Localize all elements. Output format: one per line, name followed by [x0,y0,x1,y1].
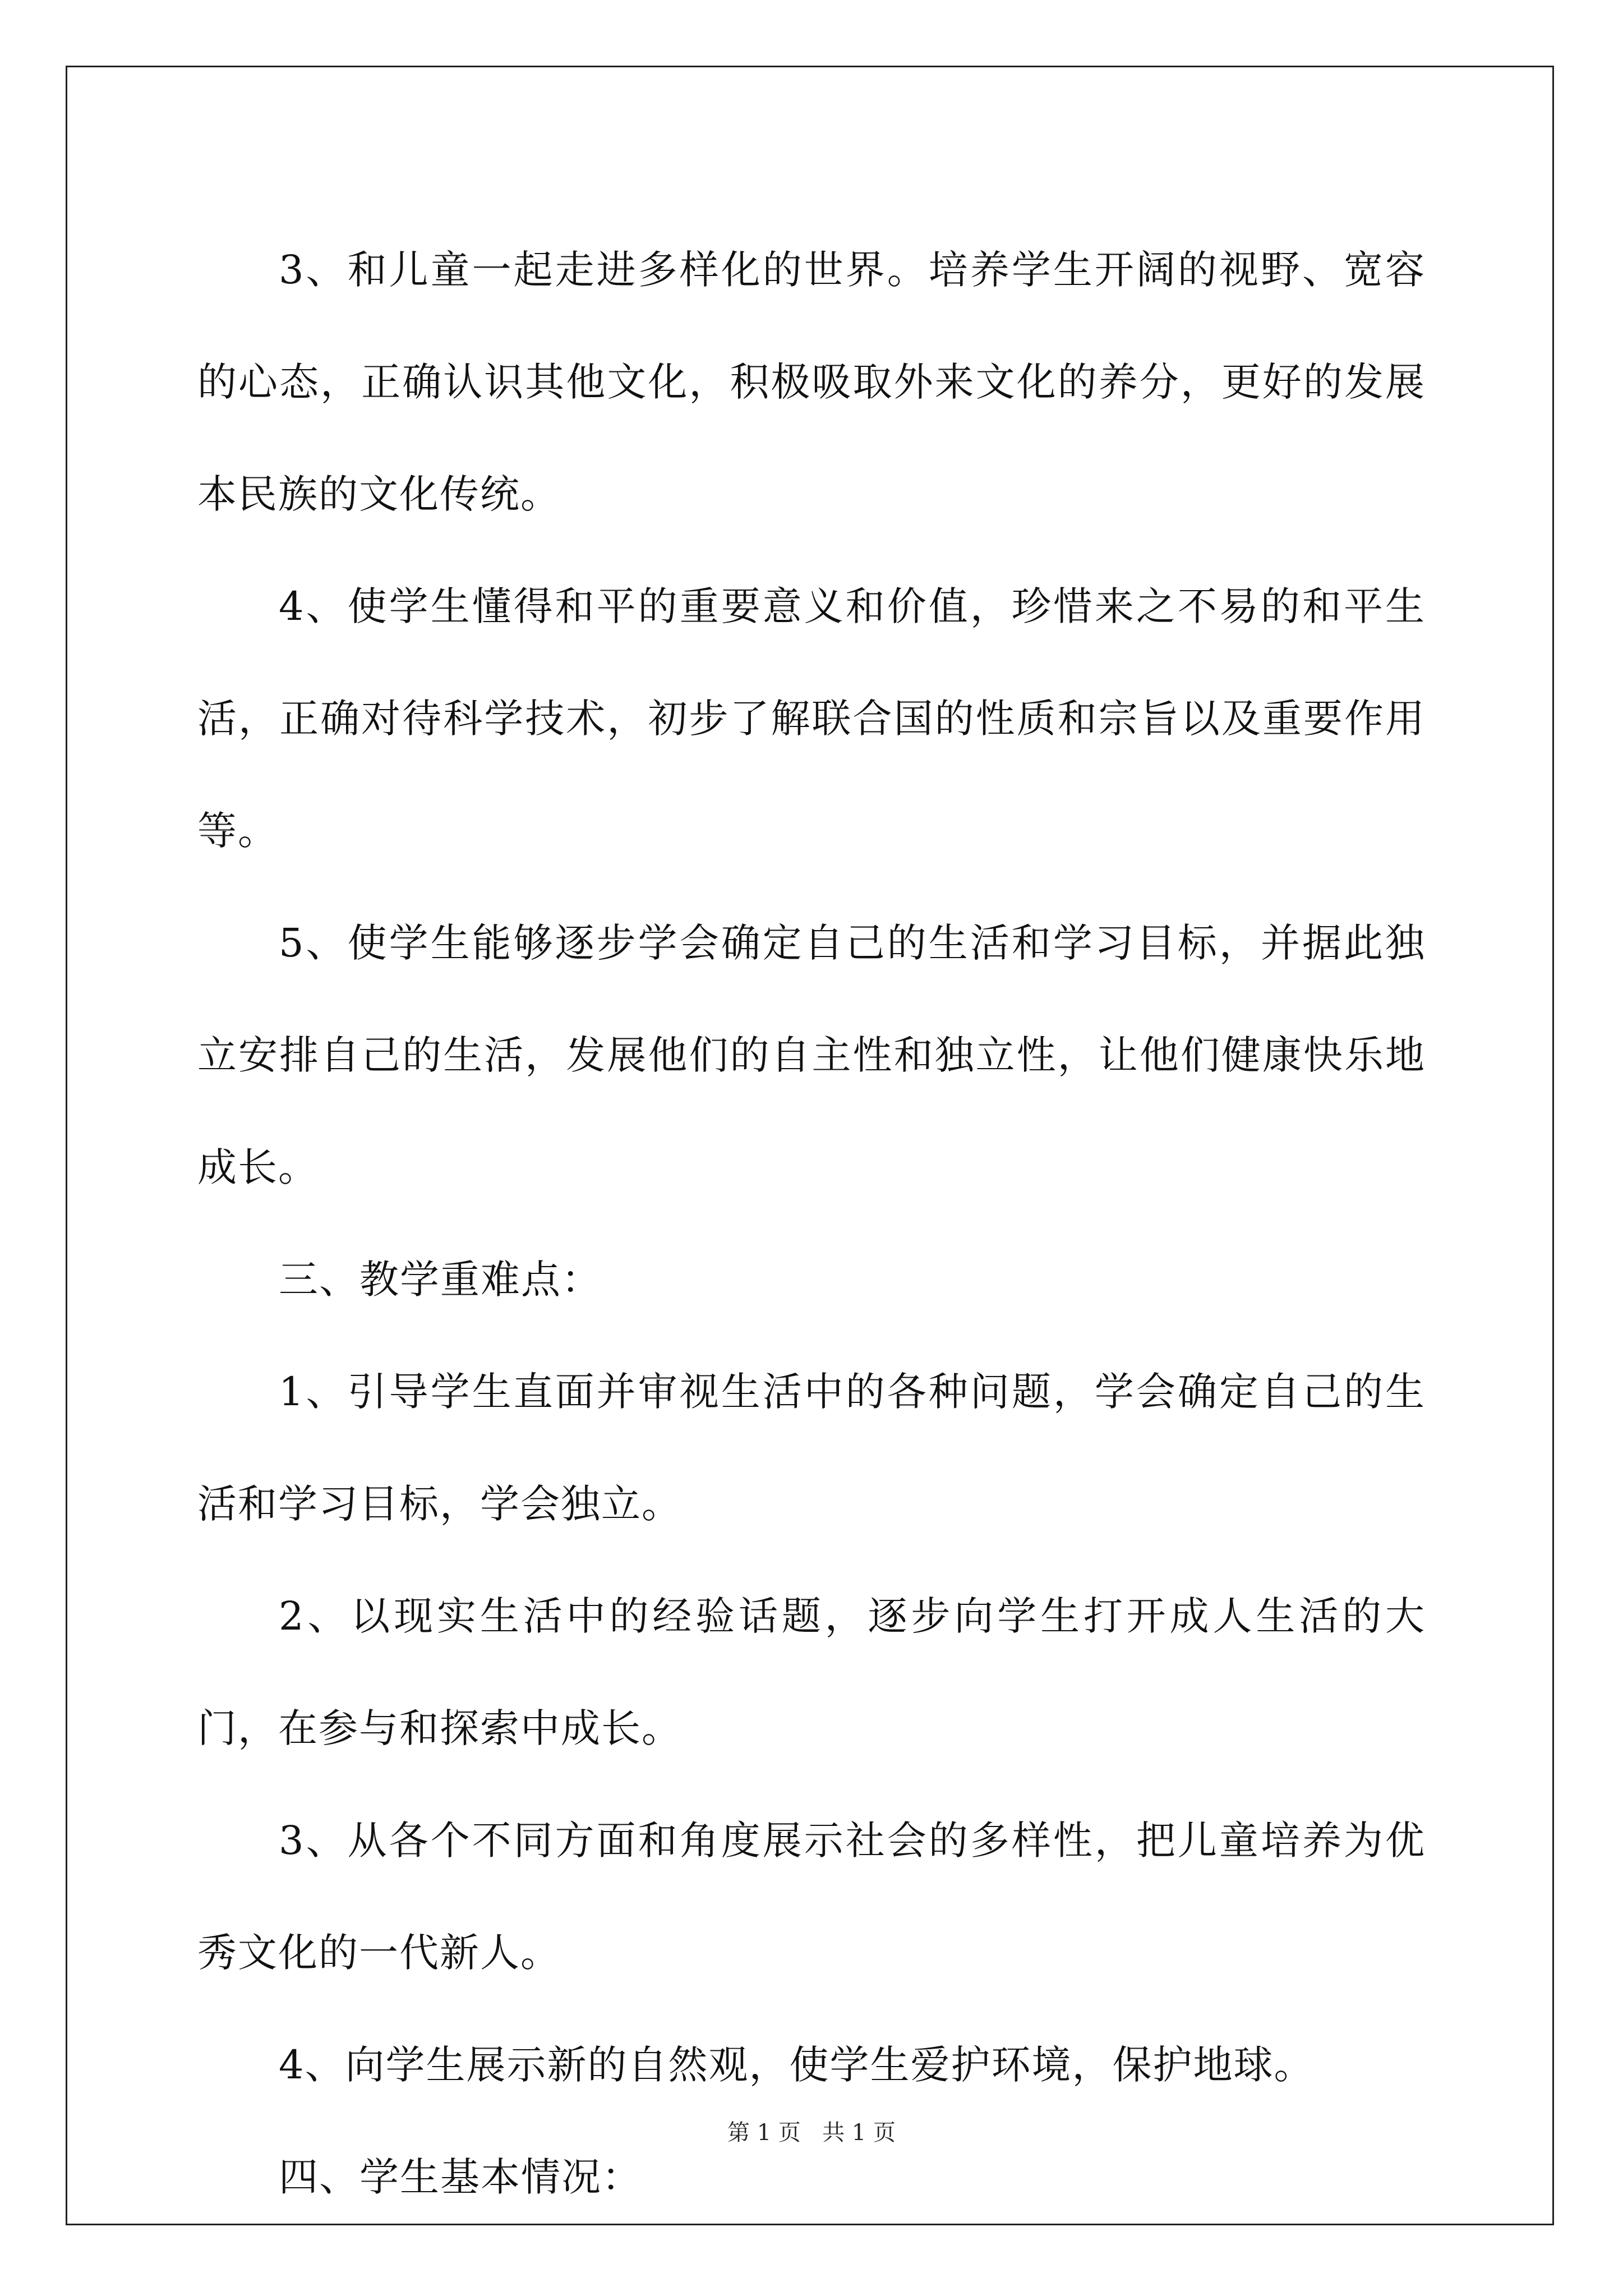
page-number-footer: 第 1 页 共 1 页 [727,2120,896,2146]
paragraph-key-point-3: 3、从各个不同方面和角度展示社会的多样性，把儿童培养为优秀文化的一代新人。 [197,1818,1426,1976]
section-heading-key-points: 三、教学重难点： [279,1257,602,1303]
paragraph-goal-3: 3、和儿童一起走进多样化的世界。培养学生开阔的视野、宽容的心态，正确认识其他文化，积极吸取外来文化的养分，更好的发展本民族的文化传统。 [197,247,1426,517]
paragraph-goal-4: 4、使学生懂得和平的重要意义和价值，珍惜来之不易的和平生活，正确对待科学技术，初步了解联合国的性质和宗旨以及重要作用等。 [197,583,1426,854]
paragraph-key-point-1: 1、引导学生直面并审视生活中的各种问题，学会确定自己的生活和学习目标，学会独立。 [197,1369,1426,1527]
document-body [197,214,1426,2233]
paragraph-key-point-4: 4、向学生展示新的自然观，使学生爱护环境，保护地球。 [279,2042,1315,2088]
paragraph-key-point-2: 2、以现实生活中的经验话题，逐步向学生打开成人生活的大门，在参与和探索中成长。 [197,1593,1426,1751]
section-heading-student-situation: 四、学生基本情况： [279,2154,642,2200]
paragraph-goal-5: 5、使学生能够逐步学会确定自己的生活和学习目标，并据此独立安排自己的生活，发展他们的自主性和独立性，让他们健康快乐地成长。 [197,920,1426,1190]
